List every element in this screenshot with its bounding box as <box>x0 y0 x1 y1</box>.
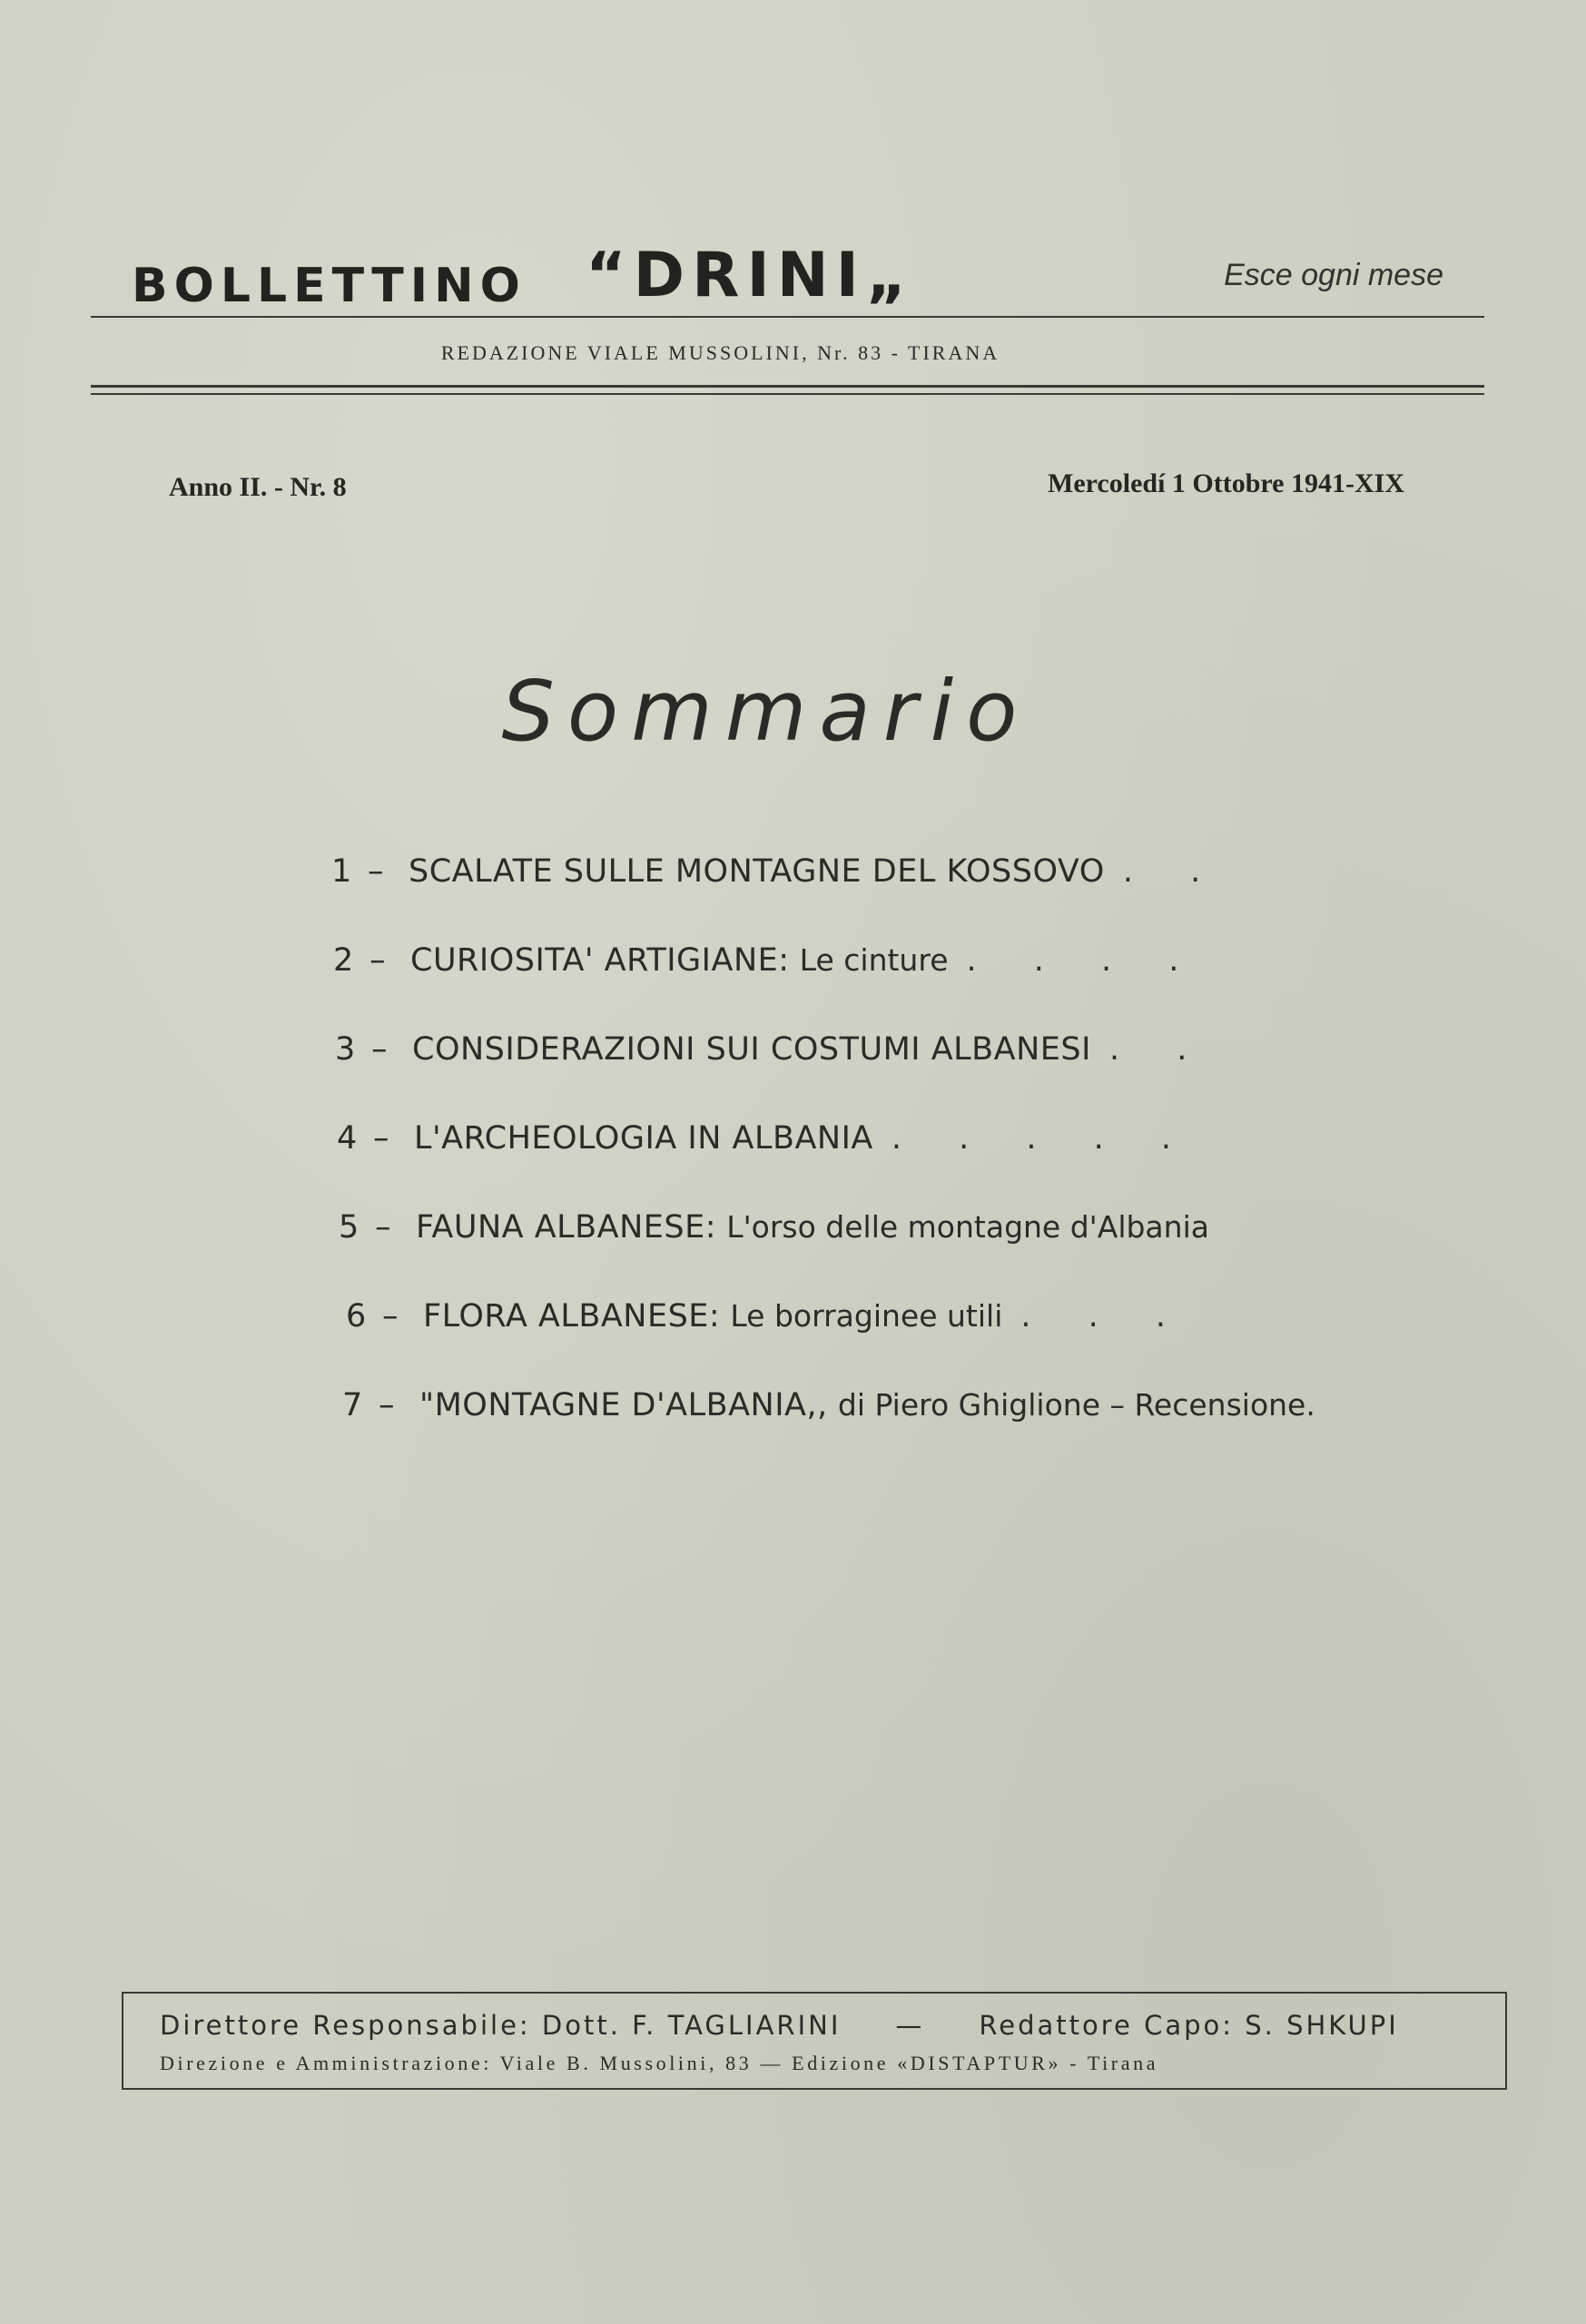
toc-item-title: L'ARCHEOLOGIA IN ALBANIA <box>414 1120 873 1157</box>
toc-item-dots: . . . . <box>966 942 1203 979</box>
colophon-box <box>122 1992 1507 2090</box>
toc-item-title: "MONTAGNE D'ALBANIA,, <box>419 1387 828 1423</box>
toc-item <box>342 1387 1315 1423</box>
colophon-administration: Direzione e Amministrazione: Viale B. Mussolini, 83 — Edizione «DISTAPTUR» - Tirana <box>160 2052 1159 2074</box>
bulletin-title <box>132 240 914 317</box>
toc-item-number: 3 <box>335 1031 356 1068</box>
toc-item-subtitle: di Piero Ghiglione – Recensione. <box>837 1387 1315 1423</box>
masthead-rule-double-1 <box>91 385 1484 388</box>
toc-item-subtitle: Le borraginee utili <box>730 1298 1003 1334</box>
toc-item-number: 4 <box>337 1120 358 1157</box>
toc-item <box>346 1298 1189 1334</box>
toc-item-number: 5 <box>339 1209 360 1246</box>
toc-item-number: 2 <box>333 942 354 979</box>
toc-item-dots: . . . <box>1020 1298 1189 1334</box>
toc-item-dots: . . <box>1122 853 1225 890</box>
toc-item-subtitle: Le cinture <box>799 942 949 978</box>
editor-credit: Redattore Capo: S. SHKUPI <box>979 2010 1399 2041</box>
toc-item-dash: – <box>369 942 386 979</box>
toc-item-number: 6 <box>346 1298 367 1334</box>
toc-item-dash: – <box>373 1120 389 1157</box>
toc-item-number: 7 <box>342 1387 363 1423</box>
toc-item-title: CURIOSITA' ARTIGIANE: <box>410 942 790 979</box>
toc-item-dots: . . <box>1108 1031 1211 1068</box>
toc-item-title: CONSIDERAZIONI SUI COSTUMI ALBANESI <box>412 1031 1091 1068</box>
credit-separator: — <box>895 2010 925 2041</box>
toc-item-title: SCALATE SULLE MONTAGNE DEL KOSSOVO <box>409 853 1105 890</box>
toc-item <box>339 1209 1209 1246</box>
contents-heading: Sommario <box>501 663 1030 760</box>
toc-item-dash: – <box>382 1298 399 1334</box>
toc-item <box>331 853 1224 890</box>
toc-item-dash: – <box>371 1031 388 1068</box>
toc-item <box>337 1120 1195 1157</box>
colophon-staff <box>160 2010 1399 2041</box>
toc-item-title: FLORA ALBANESE: <box>423 1298 721 1334</box>
toc-item <box>335 1031 1210 1068</box>
toc-item-number: 1 <box>331 853 352 890</box>
issue-number: Anno II. - Nr. 8 <box>169 472 347 502</box>
publication-frequency: Esce ogni mese <box>1224 258 1443 292</box>
bulletin-title-prefix: BOLLETTINO <box>132 259 527 313</box>
masthead <box>91 240 1489 313</box>
toc-item-dash: – <box>368 853 384 890</box>
masthead-rule-double-2 <box>91 393 1484 395</box>
issue-date: Mercoledí 1 Ottobre 1941-XIX <box>1048 468 1404 498</box>
bulletin-title-name: “DRINI„ <box>585 240 914 311</box>
editorial-address: REDAZIONE VIALE MUSSOLINI, Nr. 83 - TIRANA <box>440 341 1000 364</box>
toc-item-dash: – <box>375 1209 391 1246</box>
toc-item-title: FAUNA ALBANESE: <box>416 1209 717 1246</box>
director-credit: Direttore Responsabile: Dott. F. TAGLIARINI <box>160 2010 842 2041</box>
toc-item-subtitle: L'orso delle montagne d'Albania <box>726 1209 1209 1245</box>
toc-item-dots: . . . . . <box>891 1120 1195 1157</box>
toc-item-dash: – <box>379 1387 395 1423</box>
masthead-rule-top <box>91 316 1484 318</box>
toc-item <box>333 942 1202 979</box>
